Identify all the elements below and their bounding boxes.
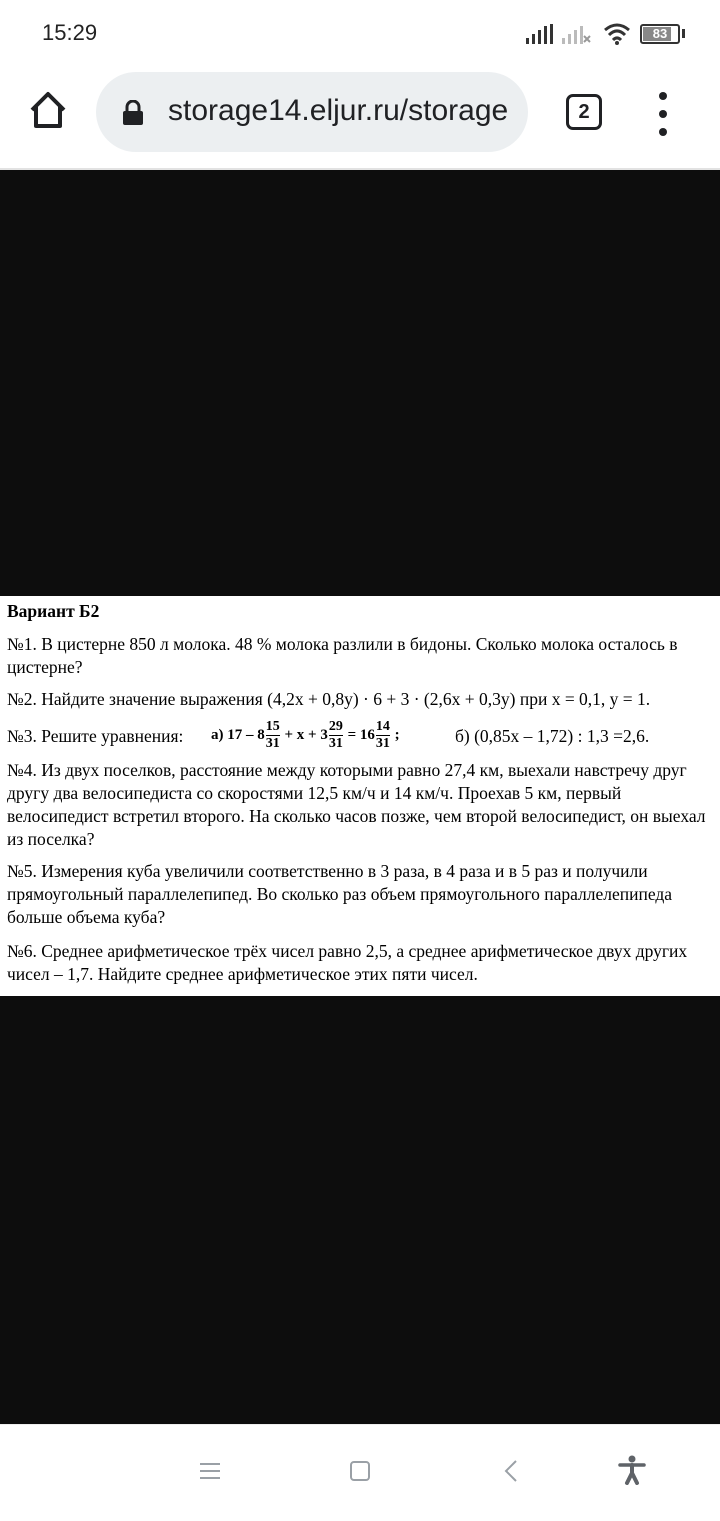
recents-icon[interactable] xyxy=(198,1459,222,1483)
home-icon[interactable] xyxy=(26,88,70,132)
equation-b: б) (0,85х – 1,72) : 1,3 =2,6. xyxy=(455,726,650,746)
variant-title: Вариант Б2 xyxy=(7,601,100,621)
image-dark-area-top xyxy=(0,170,720,596)
fraction-1 xyxy=(266,719,280,752)
navigation-bar xyxy=(0,1424,720,1521)
fraction-1-num: 15 xyxy=(265,719,280,734)
fraction-2 xyxy=(329,719,343,752)
equation-a-eq: = 16 xyxy=(347,726,375,743)
fraction-3-num: 14 xyxy=(375,719,390,734)
address-bar[interactable] xyxy=(96,72,528,152)
battery-level: 83 xyxy=(652,26,668,41)
back-icon[interactable] xyxy=(500,1459,524,1483)
fraction-2-den: 31 xyxy=(328,736,343,751)
equation-a-end: ; xyxy=(394,726,400,743)
fraction-3 xyxy=(376,719,390,752)
signal-off-icon xyxy=(562,24,592,44)
tabs-button[interactable]: 2 xyxy=(566,94,602,130)
fraction-2-num: 29 xyxy=(328,719,343,734)
fraction-3-den: 31 xyxy=(375,736,390,751)
home-square-icon[interactable] xyxy=(348,1459,372,1483)
question-3-label: №3. Решите уравнения: xyxy=(7,726,184,746)
battery-tip xyxy=(682,29,685,38)
battery-icon xyxy=(640,24,680,44)
image-dark-area-bottom xyxy=(0,996,720,1424)
question-4: №4. Из двух поселков, расстояние между которыми равно 27,4 км, выехали навстречу друг другу два велосипедиста со скоростями 12,5 км/ч и 14 км/ч. Проехав 5 км, первый велосипедист встретил второго. На сколько часов позже, чем второй велосипедист, он выехал из поселка? xyxy=(7,760,706,849)
question-5: №5. Измерения куба увеличили соответственно в 3 раза, в 4 раза и в 5 раз и получили прямоугольный параллелепипед. Во сколько раз объем прямоугольного параллелепипеда больше объема куба? xyxy=(7,861,673,927)
lock-icon[interactable] xyxy=(122,100,144,126)
signal-icon xyxy=(526,24,554,44)
question-3 xyxy=(7,719,713,755)
document-image xyxy=(0,596,720,996)
question-1: №1. В цистерне 850 л молока. 48 % молока разлили в бидоны. Сколько молока осталось в цистерне? xyxy=(7,634,678,677)
accessibility-icon[interactable] xyxy=(618,1455,646,1485)
equation-a-prefix: а) 17 – 8 xyxy=(211,726,265,743)
question-2: №2. Найдите значение выражения (4,2х + 0,8у) · 6 + 3 · (2,6х + 0,3у) при х = 0,1, у = 1. xyxy=(7,689,651,709)
fraction-1-den: 31 xyxy=(265,736,280,751)
wifi-icon xyxy=(603,22,633,46)
question-6: №6. Среднее арифметическое трёх чисел равно 2,5, а среднее арифметическое двух других чисел – 1,7. Найдите среднее арифметическое этих пяти чисел. xyxy=(7,941,688,984)
more-menu-icon[interactable] xyxy=(656,92,670,136)
equation-a xyxy=(211,719,400,752)
status-time: 15:29 xyxy=(42,20,98,45)
equation-a-mid: + x + 3 xyxy=(284,726,328,743)
browser-toolbar xyxy=(0,70,720,170)
url-text[interactable]: storage14.eljur.ru/storage xyxy=(168,94,509,127)
status-bar xyxy=(0,0,720,70)
